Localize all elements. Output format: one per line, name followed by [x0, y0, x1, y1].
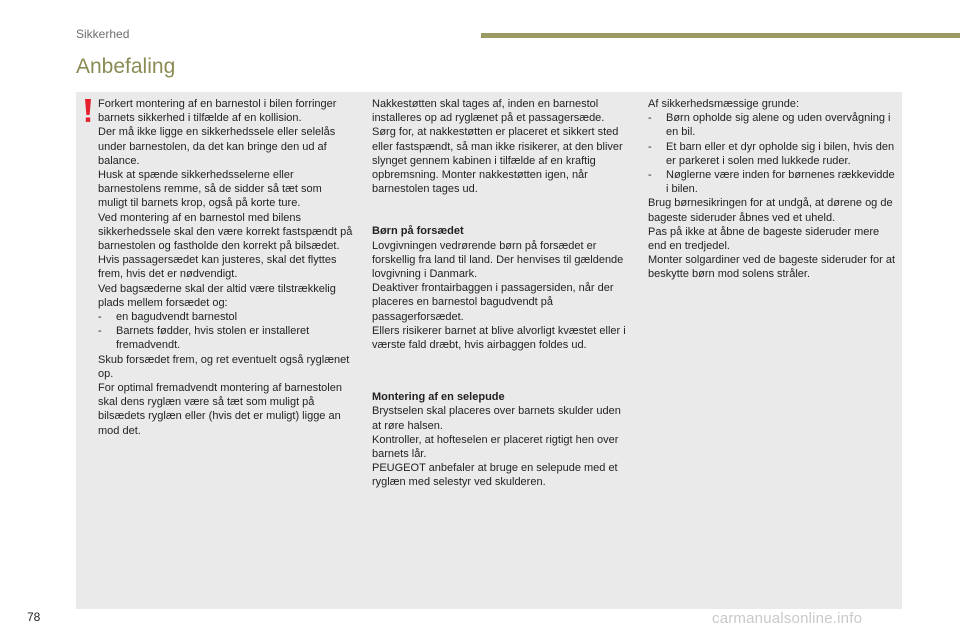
paragraph: Kontroller, at hofteselen er placeret rigtigt hen over barnets lår. [372, 433, 619, 461]
exclamation-icon [83, 99, 93, 123]
paragraph: Ved bagsæderne skal der altid være tilstrækkelig plads mellem forsædet og: [98, 282, 336, 309]
page-number: 78 [27, 610, 41, 624]
paragraph: Ved montering af en barnestol med bilens sikkerhedssele skal den være korrekt fastspændt på barnestolen og fastholde den korrekt på bilsædet. Hvis passagersædet kan justeres, skal det flyttes frem, hvis det er nødvendigt. [98, 211, 353, 281]
paragraph: Deaktiver frontairbaggen i passagersiden, når der placeres en barnestol bagudvendt på passagerforsædet. [372, 282, 614, 323]
paragraph: Monter solgardiner ved de bageste sideruder for at beskytte børn mod solens stråler. [648, 254, 896, 281]
paragraph: Lovgivningen vedrørende børn på forsædet er forskellig fra land til land. Der henvises til gældende lovgivning i Danmark. [372, 239, 624, 281]
watermark: carmanualsonline.info [712, 610, 863, 627]
paragraph: Ellers risikerer barnet at blive alvorligt kvæstet eller i værste fald dræbt, hvis airbaggen foldes ud. [372, 324, 626, 352]
list-dash: - [648, 140, 652, 153]
list-dash: - [98, 325, 102, 338]
page-title: Anbefaling [76, 55, 176, 78]
column-warning [98, 97, 354, 438]
list-dash: - [98, 311, 102, 324]
subheading-front-seat: Børn på forsædet [372, 225, 464, 238]
paragraph: Af sikkerhedsmæssige grunde: [648, 98, 800, 110]
paragraph: Nakkestøtten skal tages af, inden en barnestol installeres op ad ryglænet på et passagersæde. [372, 98, 605, 125]
paragraph: For optimal fremadvendt montering af barnestolen skal dens ryglæn være så tæt som muligt på bilsædets ryglæn eller (hvis det er muligt) ligge an mod det. [98, 382, 342, 437]
list-item-text: Nøglerne være inden for børnenes rækkevidde i bilen. [666, 169, 895, 196]
header-accent-bar [481, 33, 960, 38]
paragraph: Pas på ikke at åbne de bageste sideruder mere end en tredjedel. [648, 225, 880, 253]
list-dash: - [648, 169, 652, 182]
list-item [648, 168, 900, 196]
paragraph: PEUGEOT anbefaler at bruge en selepude med et ryglæn med selestyr ved skulderen. [372, 462, 618, 489]
paragraph: Der må ikke ligge en sikkerhedssele eller selelås under barnestolen, da det kan bringe den ud af balance. [98, 126, 336, 167]
section-label: Sikkerhed [76, 27, 130, 41]
list-item [648, 111, 900, 139]
list-dash: - [648, 112, 652, 125]
subheading-booster-seat: Montering af en selepude [372, 391, 505, 404]
paragraph: Sørg for, at nakkestøtten er placeret et sikkert sted eller fastspændt, så man ikke risikerer, at den bliver slynget gennem kabinen i tilfælde af en kraftig opbremsning. Monter nakkestøtten igen, når barnestolen tages ud. [372, 126, 623, 196]
paragraph: Husk at spænde sikkerhedsselerne eller barnestolens remme, så de sidder så tæt som muligt til barnets krop, også på korte ture. [98, 169, 322, 210]
list-item-text: Børn opholde sig alene og uden overvågning i en bil. [666, 112, 891, 139]
paragraph: Brystselen skal placeres over barnets skulder uden at røre halsen. [372, 405, 621, 432]
paragraph: Brug børnesikringen for at undgå, at dørene og de bageste sideruder åbnes ved et uheld. [648, 197, 893, 224]
paragraph: Skub forsædet frem, og ret eventuelt også ryglænet op. [98, 353, 350, 380]
list-item-text: Barnets fødder, hvis stolen er installeret fremadvendt. [116, 325, 310, 352]
list-item [98, 324, 354, 352]
list-item-text: Et barn eller et dyr opholde sig i bilen, hvis den er parkeret i solen med lukkede ruder. [666, 140, 895, 167]
column-middle [372, 97, 628, 490]
list-item [648, 140, 900, 168]
list-item-text: en bagudvendt barnestol [116, 311, 238, 324]
column-right [648, 97, 900, 282]
paragraph: Forkert montering af en barnestol i bilen forringer barnets sikkerhed i tilfælde af en kollision. [98, 98, 337, 125]
list-item [98, 310, 354, 324]
